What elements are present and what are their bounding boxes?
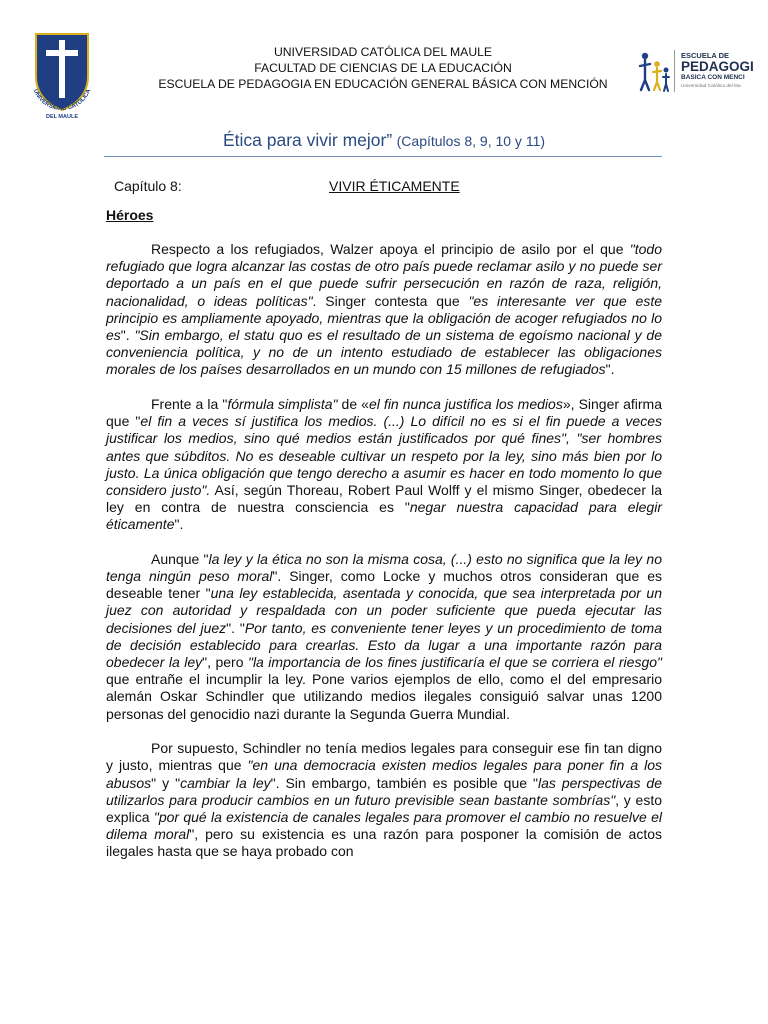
text-run: . Singer contesta que <box>312 292 469 309</box>
crest-bottom-text: DEL MAULE <box>46 114 78 120</box>
paragraph <box>106 740 662 860</box>
text-run: Así, según Thoreau, Robert Paul Wolff y el mismo Singer, obedecer la ley en contra de nuestra consciencia es " <box>106 481 662 516</box>
logo-line-1: ESCUELA DE <box>681 51 730 60</box>
italic-quote: "en una democracia existen medios legales para poner fin a los abusos <box>106 757 663 791</box>
italic-quote: la ley y la ética no son la misma cosa, (...) esto no significa que la ley no tenga ningún peso moral <box>106 550 662 585</box>
logo-divider <box>674 50 675 92</box>
text-run: ". <box>605 361 615 378</box>
section-heading: Héroes <box>106 207 154 223</box>
italic-quote: las perspectivas de utilizarlos para producir cambios en un futuro previsible sean bastante sombrías" <box>106 774 663 808</box>
italic-quote: "Sin embargo, el statu quo es el resultado de un sistema de egoísmo nacional y de conveniencia política, y no de un intento estudiado de establecer las obligaciones morales de los países desarrollados en un mundo con 15 millones de refugiados <box>106 327 662 378</box>
italic-quote: "la importancia de los fines justificaría el que se corriera el riesgo" <box>247 654 662 671</box>
text-run: que entrañe el incumplir la ley. Pone varios ejemplos de ello, como el del empresario alemán Oskar Schindler que utilizando medios ilegales consiguió salvar unas 1200 personas del genocidio nazi durante la Segunda Guerra Mundial. <box>106 671 662 722</box>
italic-quote: el fin a veces sí justifica los medios. (...) Lo difícil no es si el fin puede a veces justificar los medios, sino qué medios están justificados por qué fines", "ser hombres antes que súbditos. No es deseable cultivar un respeto por la ley, sino más bien por lo justo. La única obligación que tengo derecho a asumir es hacer en todo momento lo que considero justo". <box>106 413 663 498</box>
text-run: ". <box>174 516 184 533</box>
document-header <box>150 44 616 92</box>
italic-quote: una ley establecida, asentada y conocida, que sea interpretada por un juez con autoridad y respaldada con un poder suficiente que pueda ejecutar las decisiones del juez <box>106 585 662 636</box>
italic-quote: Por tanto, es conveniente tener leyes y un procedimiento de toma de decisión establecido para crearlas. Esto da lugar a una importante razón para obedecer la ley <box>106 619 662 671</box>
body-text <box>106 241 662 861</box>
text-run: », Singer afirma que " <box>106 395 662 430</box>
chapter-title: VIVIR ÉTICAMENTE <box>329 178 460 194</box>
paragraph <box>106 551 662 723</box>
pedagogy-school-logo <box>632 46 768 98</box>
title-main: Ética para vivir mejor” <box>222 130 393 150</box>
paragraph <box>106 396 662 534</box>
italic-quote: negar nuestra capacidad para elegir éticamente <box>106 499 662 533</box>
text-run: ". Sin embargo, también es posible que " <box>270 774 538 791</box>
text-run: ". <box>120 327 135 344</box>
faculty-name: FACULTAD DE CIENCIAS DE LA EDUCACIÓN <box>254 61 512 75</box>
university-crest-logo <box>24 28 100 120</box>
text-run: Aunque " <box>151 550 209 567</box>
paragraph <box>106 241 662 379</box>
crest-arc-text: UNIVERSIDAD CATÓLICA <box>31 88 93 113</box>
logo-line-4: Universidad Católica del Ma <box>681 84 741 89</box>
italic-quote: cambiar la ley <box>180 774 271 791</box>
italic-quote: "es interesante ver que este principio es ampliamente apoyado, mientras que la obligación de acoger refugiados no lo es <box>106 292 663 344</box>
chapter-label: Capítulo 8: <box>114 178 182 194</box>
text-run: ", pero <box>202 654 248 671</box>
school-name: ESCUELA DE PEDAGOGIA EN EDUCACIÓN GENERAL BÁSICA CON MENCIÓN <box>158 77 608 91</box>
text-run: Por supuesto, Schindler no tenía medios legales para conseguir ese fin tan digno y justo, mientras que <box>106 740 662 774</box>
university-name: UNIVERSIDAD CATÓLICA DEL MAULE <box>273 45 493 59</box>
italic-quote: el fin nunca justifica los medios <box>368 395 563 412</box>
title-divider <box>104 156 662 157</box>
text-run: ". " <box>226 619 245 636</box>
text-run: Frente a la " <box>151 395 228 412</box>
people-figures-icon <box>636 50 672 94</box>
text-run: ". Singer, como Locke y muchos otros consideran que es deseable tener " <box>106 568 662 602</box>
italic-quote: "por qué la existencia de canales legales para promover el cambio no resuelve el dilema moral <box>106 808 663 843</box>
italic-quote: "todo refugiado que logra alcanzar las costas de otro país puede reclamar asilo y no puede ser deportado a un país en el que puede sufrir persecución en razón de raza, religión, nacionalidad, o ideas políticas" <box>106 241 662 309</box>
italic-quote: fórmula simplista" <box>227 395 338 412</box>
text-run: de « <box>337 395 369 412</box>
title-subtitle: (Capítulos 8, 9, 10 y 11) <box>396 133 546 149</box>
logo-line-2: PEDAGOGI <box>681 59 754 74</box>
logo-line-3: BASICA CON MENCI <box>681 74 745 81</box>
text-run: Respecto a los refugiados, Walzer apoya el principio de asilo por el que <box>151 241 630 257</box>
document-title <box>0 130 768 151</box>
text-run: , y esto explica <box>106 791 663 825</box>
text-run: " y " <box>151 774 181 791</box>
text-run: ", pero su existencia es una razón para posponer la comisión de actos ilegales hasta que se haya probado con <box>106 826 662 860</box>
